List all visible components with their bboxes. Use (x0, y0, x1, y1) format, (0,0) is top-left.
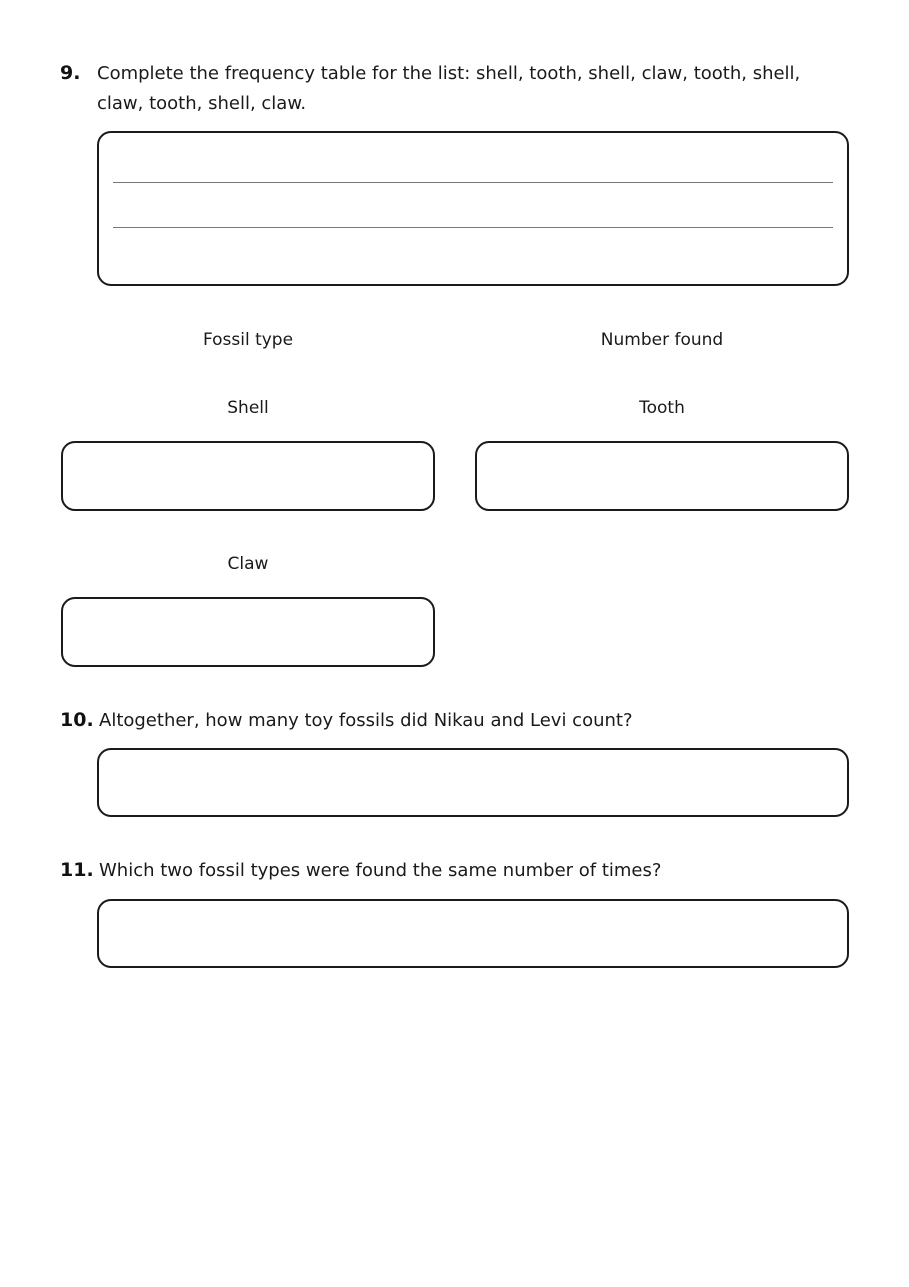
tooth-answer-box[interactable] (475, 441, 849, 511)
shell-label: Shell (227, 398, 269, 418)
question-10-text: Altogether, how many toy fossils did Nikau and Levi count? (99, 710, 633, 731)
question-10-answer-box[interactable] (97, 748, 849, 817)
claw-answer-box[interactable] (61, 597, 435, 667)
question-9-line-1: Complete the frequency table for the list: shell, tooth, shell, claw, tooth, shell, (97, 63, 801, 84)
claw-label: Claw (227, 554, 269, 574)
number-found-header: Number found (600, 330, 724, 350)
question-11-text: Which two fossil types were found the same number of times? (99, 860, 662, 881)
shell-answer-box[interactable] (61, 441, 435, 511)
tooth-label: Tooth (639, 398, 685, 418)
question-11-number: 11. (60, 859, 94, 881)
answer-line-1 (113, 182, 833, 183)
question-9-answer-box[interactable] (97, 131, 849, 286)
question-9-line-2: claw, tooth, shell, claw. (97, 93, 307, 114)
question-10-number: 10. (60, 709, 94, 731)
question-9-number: 9. (60, 62, 81, 84)
question-9-text (97, 59, 857, 119)
question-11-answer-box[interactable] (97, 899, 849, 968)
fossil-type-header: Fossil type (202, 330, 294, 350)
answer-line-2 (113, 227, 833, 228)
